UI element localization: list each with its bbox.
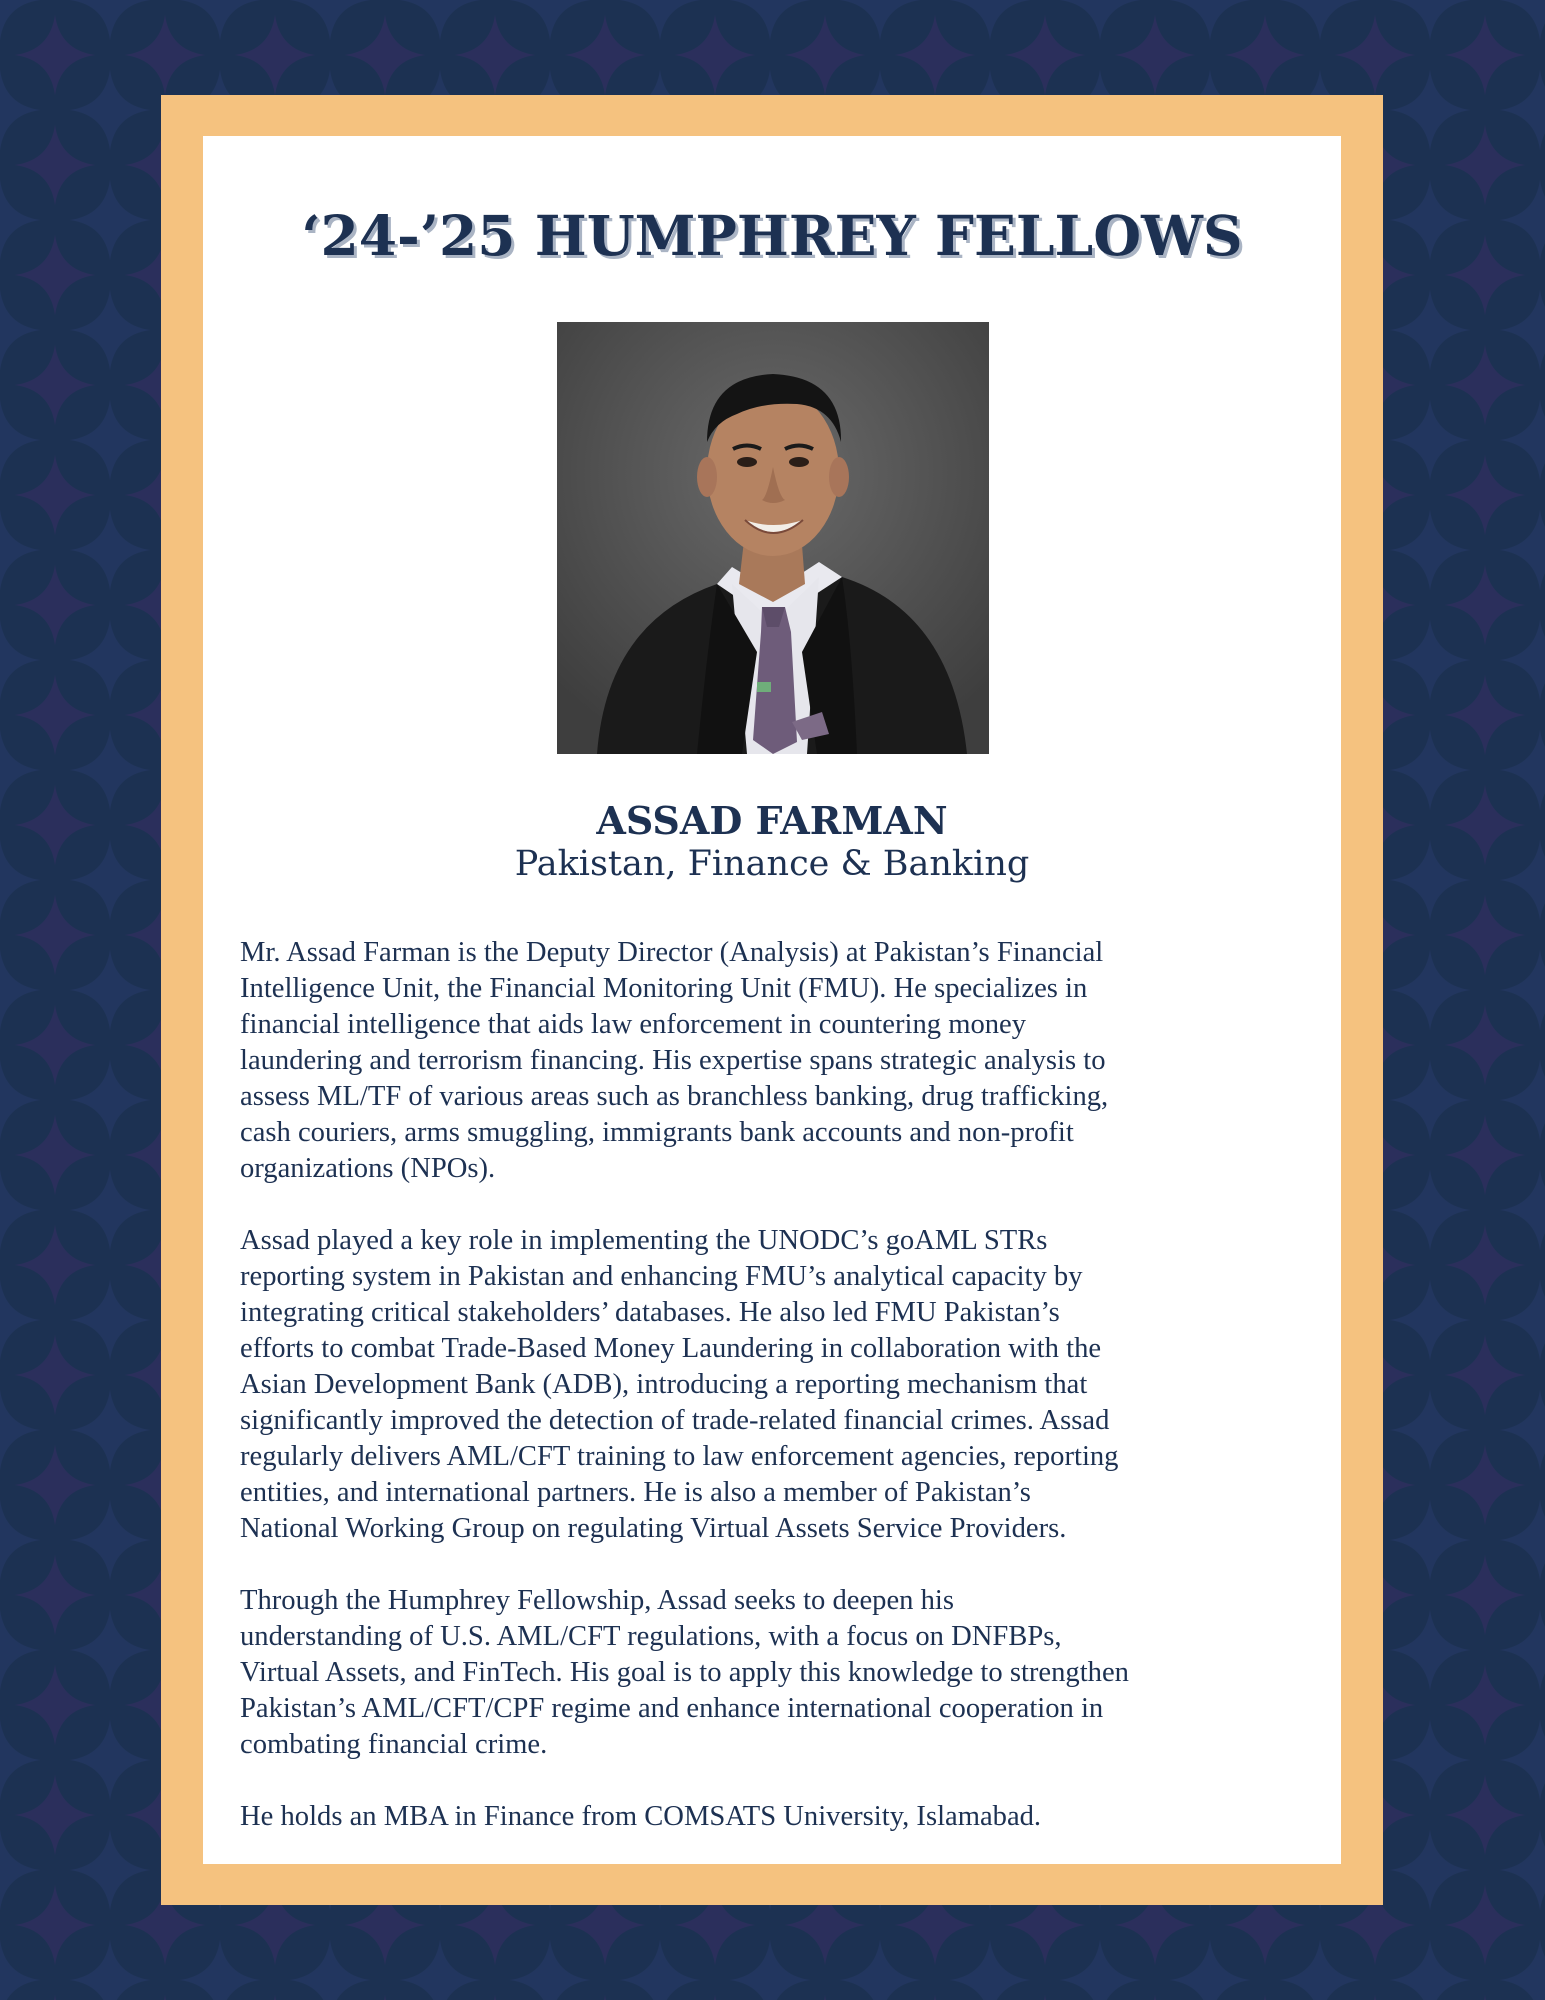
fellow-name: ASSAD FARMAN [596,798,948,843]
bio-line: significantly improved the detection of trade-related financial crimes. Assad [240,1405,1110,1436]
biography [240,935,1320,1871]
fellow-country-field: Pakistan, Finance & Banking [514,844,1030,884]
bio-line: combating financial crime. [240,1729,548,1760]
bio-line: Virtual Assets, and FinTech. His goal is to apply this knowledge to strengthen [240,1657,1129,1688]
bio-line: National Working Group on regulating Virtual Assets Service Providers. [240,1513,1067,1544]
bio-line: entities, and international partners. He is also a member of Pakistan’s [240,1477,1031,1508]
bio-line: integrating critical stakeholders’ databases. He also led FMU Pakistan’s [240,1297,1060,1328]
bio-line: Assad played a key role in implementing the UNODC’s goAML STRs [240,1225,1048,1256]
bio-line: cash couriers, arms smuggling, immigrants bank accounts and non-profit [240,1117,1074,1148]
bio-line: efforts to combat Trade-Based Money Laundering in collaboration with the [240,1333,1102,1364]
bio-line: understanding of U.S. AML/CFT regulations, with a focus on DNFBPs, [240,1621,1062,1652]
bio-line: assess ML/TF of various areas such as branchless banking, drug trafficking, [240,1081,1109,1112]
bio-paragraph-2 [240,1223,1320,1547]
bio-paragraph-1 [240,935,1320,1187]
bio-line: He holds an MBA in Finance from COMSATS University, Islamabad. [240,1801,1042,1832]
bio-line: Asian Development Bank (ADB), introducing a reporting mechanism that [240,1369,1088,1400]
bio-line: Pakistan’s AML/CFT/CPF regime and enhance international cooperation in [240,1693,1104,1724]
page-title: ‘24-’25 HUMPHREY FELLOWS [301,203,1243,268]
bio-line: reporting system in Pakistan and enhancing FMU’s analytical capacity by [240,1261,1083,1292]
content-card [203,136,1341,1864]
bio-line: Mr. Assad Farman is the Deputy Director (Analysis) at Pakistan’s Financial [240,937,1104,968]
bio-line: regularly delivers AML/CFT training to law enforcement agencies, reporting [240,1441,1119,1472]
fellow-portrait-photo [557,322,989,754]
bio-line: laundering and terrorism financing. His expertise spans strategic analysis to [240,1045,1106,1076]
bio-line: Through the Humphrey Fellowship, Assad seeks to deepen his [240,1585,954,1616]
bio-line: financial intelligence that aids law enforcement in countering money [240,1009,1027,1040]
bio-paragraph-3 [240,1583,1320,1763]
bio-line: organizations (NPOs). [240,1153,496,1184]
bio-paragraph-4 [240,1799,1320,1835]
bio-line: Intelligence Unit, the Financial Monitoring Unit (FMU). He specializes in [240,973,1088,1004]
